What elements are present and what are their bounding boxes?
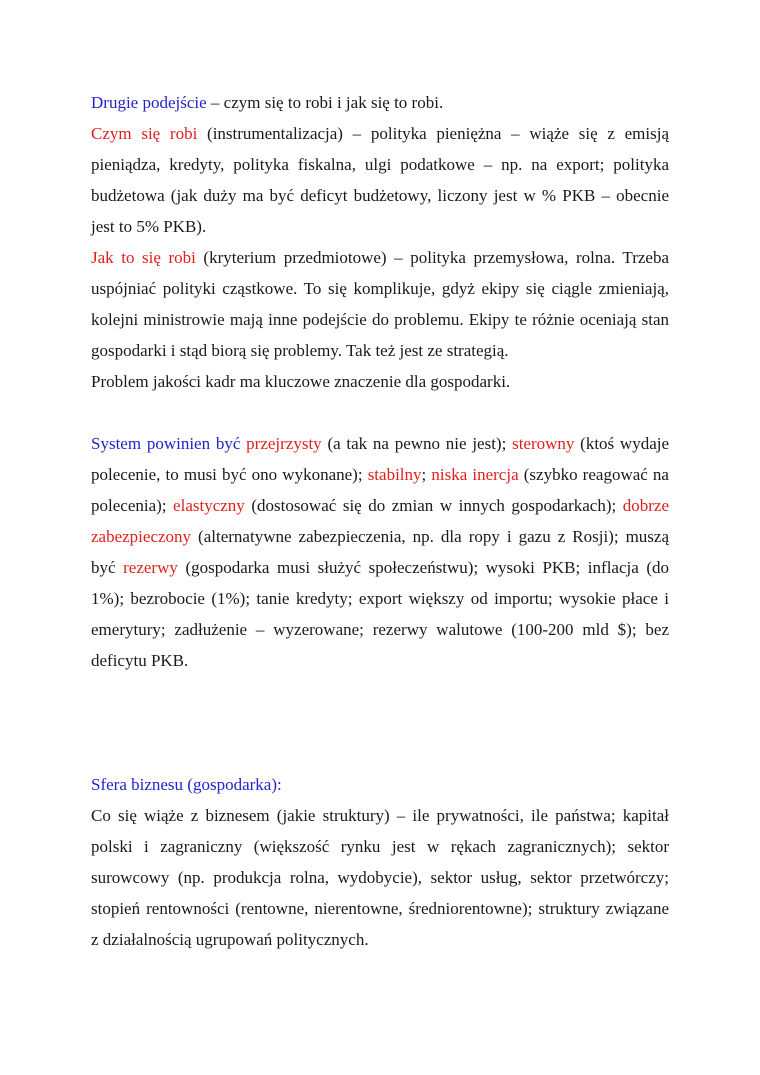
paragraph-text: (alternatywne zabezpieczenia, np. dla ropy i gazu z Rosji); muszą być [91,527,669,577]
term-sterowny: sterowny [512,434,575,453]
document-body [91,87,669,955]
paragraph-business [91,800,669,955]
spacer [91,397,669,428]
paragraph-text: (dostosować się do zmian w innych gospodarkach); [244,496,623,515]
paragraph-text: Co się wiąże z biznesem (jakie struktury) – ile prywatności, ile państwa; kapitał polski i zagraniczny (większość rynku jest w rękach zagranicznych); sektor surowcowy (np. produkcja rolna, wydobycie), sektor usług, sektor przetwórczy; stopień rentowności (rentowne, nierentowne, średniorentowne); struktury związane z działalnością ugrupowań politycznych. [91,806,669,949]
term-elastyczny: elastyczny [173,496,245,515]
term-czym-sie-robi: Czym się robi [91,124,198,143]
paragraph-text: (kryterium przedmiotowe) – polityka przemysłowa, rolna. Trzeba uspójniać polityki cząstkowe. To się komplikuje, gdyż ekipy się ciągle zmieniają, kolejni ministrowie mają inne podejście do problemu. Ekipy te różnie oceniają stan gospodarki i stąd biorą się problemy. Tak też jest ze strategią. [91,248,669,360]
paragraph-business-heading [91,769,669,800]
paragraph-text: (instrumentalizacja) – polityka pieniężna – wiąże się z emisją pieniądza, kredyty, polityka fiskalna, ulgi podatkowe – np. na export; polityka budżetowa (jak duży ma być deficyt budżetowy, liczony jest w % PKB – obecnie jest to 5% PKB). [91,124,669,236]
term-rezerwy: rezerwy [123,558,178,577]
term-dobrze-zabezpieczony: dobrze zabezpieczony [91,496,670,546]
paragraph-text: (szybko reagować na polecenia); [91,465,669,515]
term-jak-to-sie-robi: Jak to się robi [91,248,196,267]
paragraph-text: (gospodarka musi służyć społeczeństwu); wysoki PKB; inflacja (do 1%); bezrobocie (1%); tanie kredyty; export większy od importu; wysokie płace i emerytury; zadłużenie – wyzerowane; rezerwy walutowe (100-200 mld $); bez deficytu PKB. [91,558,670,670]
term-przejrzysty: przejrzysty [246,434,322,453]
paragraph-text: – czym się to robi i jak się to robi. [206,93,444,112]
term-stabilny: stabilny [367,465,422,484]
paragraph-how-it-is-done [91,118,669,242]
paragraph-text: Problem jakości kadr ma kluczowe znaczenie dla gospodarki. [91,372,511,391]
heading-business-sphere: Sfera biznesu (gospodarka): [91,775,282,794]
paragraph-staff-quality [91,366,669,397]
spacer [91,676,669,769]
heading-second-approach: Drugie podejście [91,93,207,112]
term-niska-inercja: niska inercja [431,465,519,484]
paragraph-system [91,428,669,676]
heading-system: System powinien być [91,434,241,453]
paragraph-approach [91,87,669,118]
paragraph-how-to-do [91,242,669,366]
paragraph-text: (a tak na pewno nie jest); [321,434,513,453]
paragraph-text: ; [421,465,432,484]
paragraph-text: (ktoś wydaje polecenie, to musi być ono wykonane); [91,434,670,484]
